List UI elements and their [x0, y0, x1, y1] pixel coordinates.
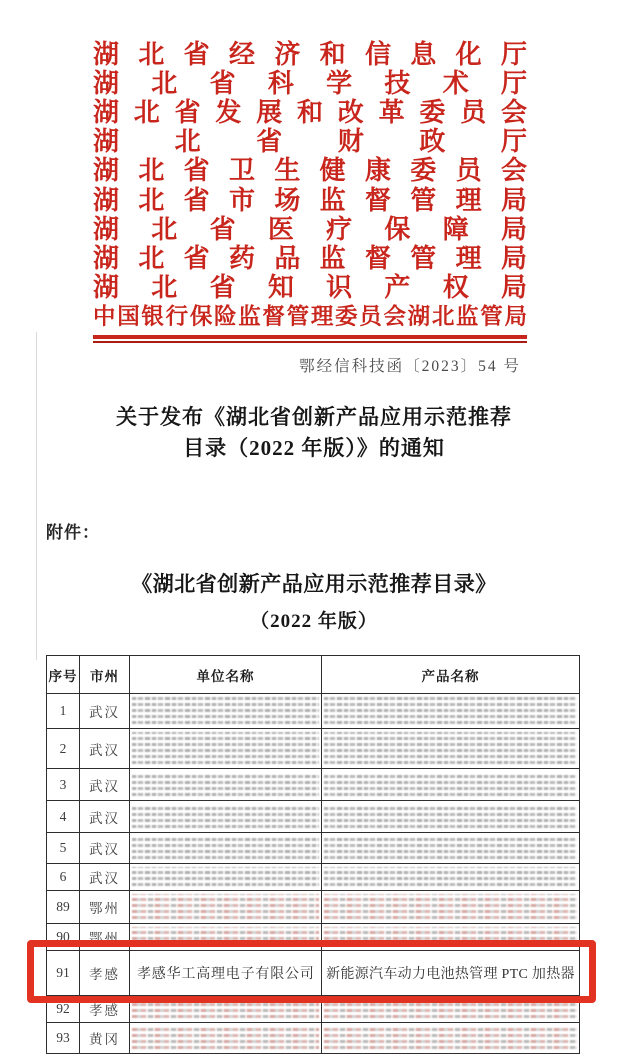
- redacted-text-block: [324, 697, 577, 725]
- cell-unit: [130, 801, 322, 832]
- redacted-text-block: [324, 927, 577, 947]
- cell-unit: [130, 694, 322, 728]
- cell-serial: 6: [47, 864, 80, 890]
- cell-product: [322, 996, 579, 1022]
- redacted-text-block: [132, 867, 319, 887]
- cell-serial: 3: [47, 769, 80, 800]
- letterhead-agency-line: 中 国 银 行 保 险 监 督 管 理 委 员 会 湖 北 监 管 局: [93, 304, 527, 330]
- redacted-text-block: [324, 804, 577, 829]
- redacted-text-block: [324, 772, 577, 797]
- redacted-text-block: [132, 836, 319, 860]
- notice-title-line2: 目录（2022 年版）》的通知: [183, 436, 445, 460]
- table-row: [47, 694, 579, 729]
- table-row: [47, 891, 579, 924]
- table-row: [47, 729, 579, 769]
- cell-product: [322, 891, 579, 923]
- catalog-edition: （2022 年版）: [250, 611, 378, 632]
- cell-unit: [130, 729, 322, 768]
- cell-city: 孝感: [80, 951, 130, 995]
- redacted-text-block: [132, 732, 319, 765]
- letterhead-agency-line: 湖 北 省 市 场 监 督 管 理 局: [93, 185, 527, 215]
- cell-unit: 孝感华工高理电子有限公司: [130, 951, 322, 995]
- letterhead-agency-line: 湖 北 省 医 疗 保 障 局: [93, 214, 527, 244]
- cell-city: 武汉: [80, 864, 130, 890]
- cell-serial: 92: [47, 996, 80, 1022]
- cell-product: [322, 801, 579, 832]
- catalog-table: [46, 655, 580, 1054]
- letterhead-divider-rule: [93, 335, 527, 343]
- cell-serial: 1: [47, 694, 80, 728]
- redacted-text-block: [324, 836, 577, 860]
- cell-serial: 93: [47, 1023, 80, 1053]
- letterhead-agency-line: 湖 北 省 科 学 技 术 厅: [93, 68, 527, 98]
- cell-unit: [130, 864, 322, 890]
- redacted-text-block: [324, 894, 577, 920]
- table-row: [47, 996, 579, 1023]
- table-row-highlighted: [47, 951, 579, 996]
- column-header-serial: 序号: [47, 656, 80, 693]
- table-row: [47, 864, 579, 891]
- table-row: [47, 801, 579, 833]
- redacted-text-block: [132, 772, 319, 797]
- redacted-text-block: [132, 697, 319, 725]
- cell-product: [322, 864, 579, 890]
- catalog-title: 《湖北省创新产品应用示范推荐目录》: [131, 572, 497, 596]
- cell-unit: [130, 924, 322, 950]
- table-row: [47, 833, 579, 864]
- cell-unit: [130, 769, 322, 800]
- notice-title: [7, 402, 621, 464]
- cell-city: 武汉: [80, 833, 130, 863]
- cell-product: 新能源汽车动力电池热管理 PTC 加热器: [326, 967, 575, 982]
- column-header-city: 市州: [80, 656, 130, 693]
- cell-product: [322, 924, 579, 950]
- redacted-text-block: [324, 732, 577, 765]
- cell-unit: [130, 833, 322, 863]
- cell-city: 黄冈: [80, 1023, 130, 1053]
- letterhead-agency-line: 湖 北 省 卫 生 健 康 委 员 会: [93, 156, 527, 186]
- cell-city: 武汉: [80, 729, 130, 768]
- attachment-label: 附件：: [46, 523, 100, 542]
- cell-city: 鄂州: [80, 891, 130, 923]
- redacted-text-block: [132, 999, 319, 1019]
- redacted-text-block: [132, 1026, 319, 1050]
- cell-serial: 89: [47, 891, 80, 923]
- cell-product: [322, 1023, 579, 1053]
- cell-product: [322, 769, 579, 800]
- table-header-row: [47, 656, 579, 694]
- table-row: [47, 1023, 579, 1053]
- redacted-text-block: [132, 804, 319, 829]
- cell-city: 武汉: [80, 801, 130, 832]
- letterhead: [93, 40, 527, 332]
- cell-serial: 90: [47, 924, 80, 950]
- letterhead-agency-line: 湖 北 省 知 识 产 权 局: [93, 273, 527, 303]
- table-row: [47, 924, 579, 951]
- redacted-text-block: [132, 894, 319, 920]
- redacted-text-block: [324, 999, 577, 1019]
- cell-city: 武汉: [80, 694, 130, 728]
- cell-unit: [130, 996, 322, 1022]
- cell-city: 武汉: [80, 769, 130, 800]
- cell-city: 孝感: [80, 996, 130, 1022]
- cell-serial: 2: [47, 729, 80, 768]
- cell-product: [322, 694, 579, 728]
- letterhead-agency-line: 湖 北 省 经 济 和 信 息 化 厅: [93, 39, 527, 69]
- letterhead-agency-line: 湖 北 省 财 政 厅: [93, 127, 527, 157]
- cell-unit: [130, 1023, 322, 1053]
- document-number: 鄂经信科技函〔2023〕54 号: [299, 358, 521, 375]
- cell-serial: 4: [47, 801, 80, 832]
- letterhead-agency-line: 湖 北 省 发 展 和 改 革 委 员 会: [93, 97, 527, 127]
- cell-product: [322, 833, 579, 863]
- cell-city: 鄂州: [80, 924, 130, 950]
- redacted-text-block: [132, 927, 319, 947]
- cell-product: [322, 729, 579, 768]
- redacted-text-block: [324, 867, 577, 887]
- table-row: [47, 769, 579, 801]
- cell-unit: [130, 891, 322, 923]
- column-header-product: 产品名称: [421, 668, 480, 684]
- notice-title-line1: 关于发布《湖北省创新产品应用示范推荐: [116, 405, 512, 429]
- letterhead-agency-line: 湖 北 省 药 品 监 督 管 理 局: [93, 243, 527, 273]
- cell-serial: 91: [47, 951, 80, 995]
- column-header-unit: 单位名称: [130, 656, 322, 693]
- redacted-text-block: [324, 1026, 577, 1050]
- cell-serial: 5: [47, 833, 80, 863]
